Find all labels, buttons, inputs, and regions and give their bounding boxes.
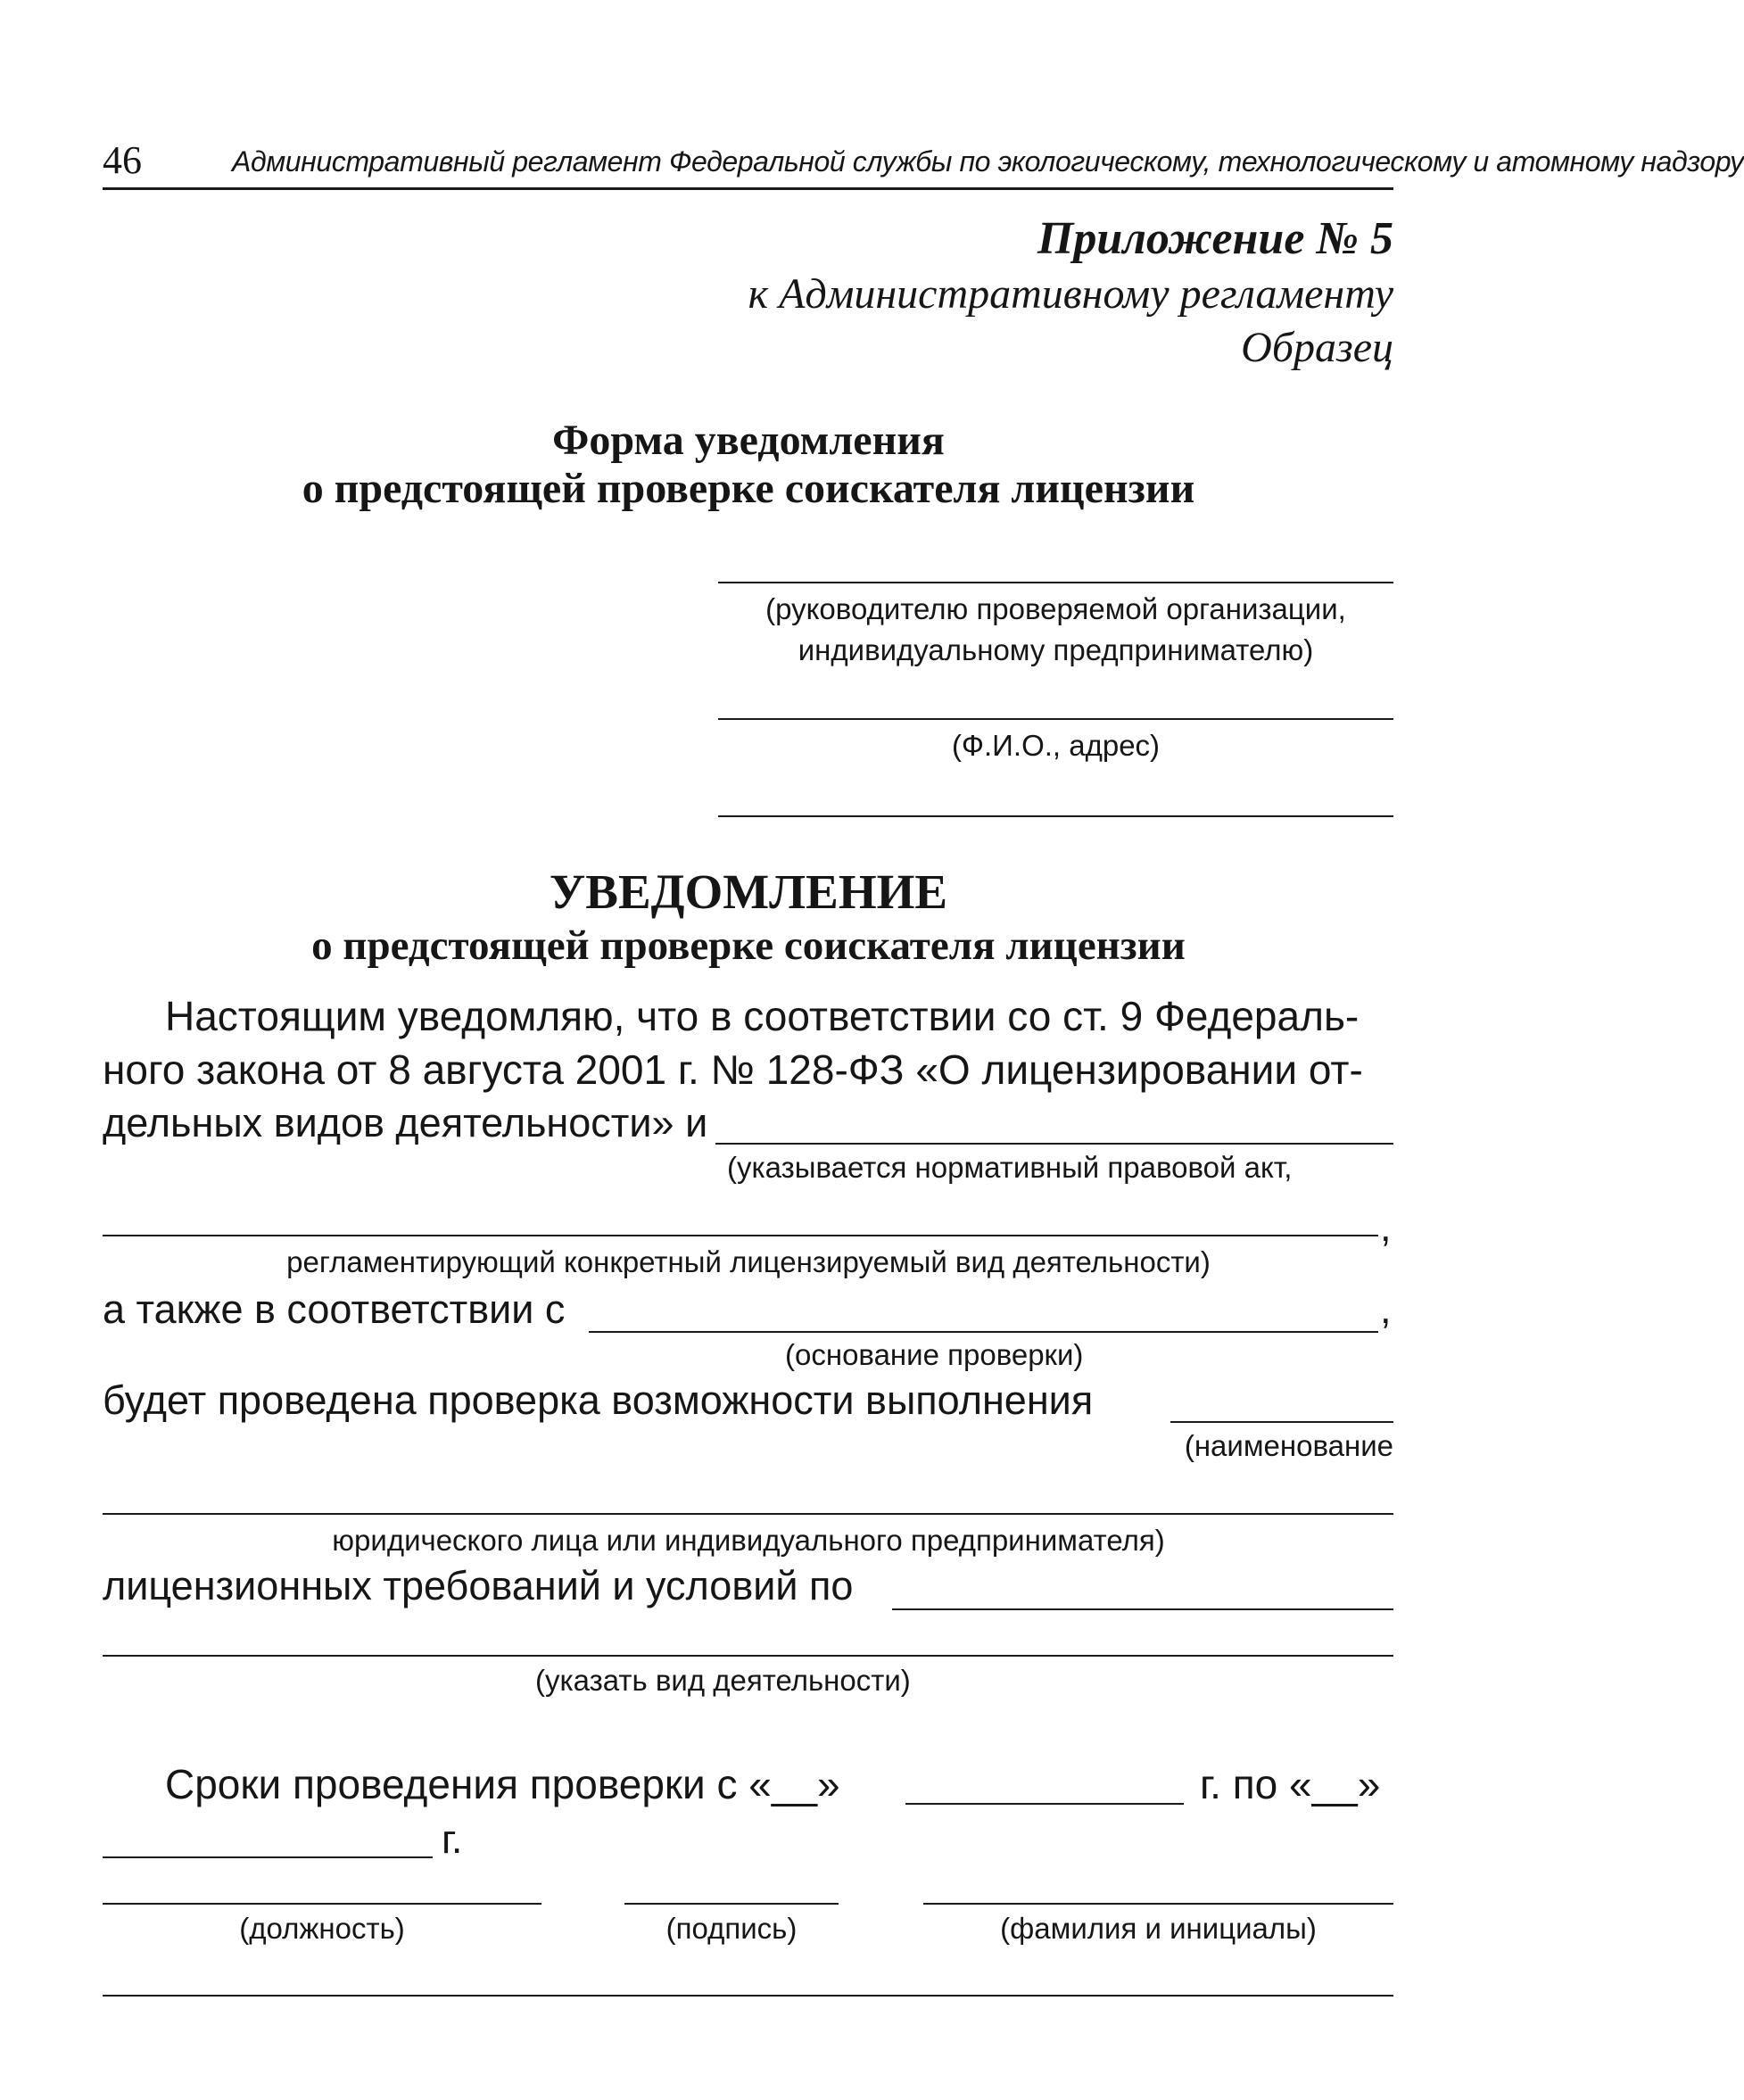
terms-from-text: Сроки проведения проверки с «__» <box>165 1761 840 1807</box>
also-according-text: а также в соответствии с <box>103 1286 566 1332</box>
terms-to-text: г. по «__» <box>1200 1761 1381 1807</box>
comma-2: , <box>1380 1286 1392 1332</box>
basis-blank-line <box>589 1331 1378 1333</box>
bottom-rule <box>103 1995 1393 1997</box>
position-blank-line <box>103 1903 541 1905</box>
fullname-hint: (фамилия и инициалы) <box>1000 1912 1317 1945</box>
legal-act-hint: (указывается нормативный правовой акт, <box>727 1151 1293 1184</box>
form-title: Форма уведомления <box>552 417 945 464</box>
body-line-3: дельных видов деятельности» и <box>103 1100 708 1145</box>
addressee-hint-2: индивидуальному предпринимателю) <box>798 633 1314 666</box>
header-rule <box>103 187 1393 190</box>
body-line-2: ного закона от 8 августа 2001 г. № 128-ФЗ «О лицензировании от- <box>103 1046 1363 1093</box>
fio-hint: (Ф.И.О., адрес) <box>951 729 1161 762</box>
inspection-text: будет проведена проверка возможности выполнения <box>103 1377 1094 1423</box>
fullname-blank-line <box>923 1903 1393 1905</box>
entity-name-hint: (наименование <box>1184 1429 1393 1462</box>
page-number: 46 <box>103 138 142 182</box>
signature-blank-line <box>624 1903 839 1905</box>
position-hint: (должность) <box>239 1912 405 1945</box>
signature-hint: (подпись) <box>665 1912 798 1945</box>
basis-hint: (основание проверки) <box>785 1338 1084 1371</box>
activity-blank-line-2 <box>103 1655 1393 1657</box>
requirements-text: лицензионных требований и условий по <box>103 1563 854 1608</box>
addressee-hint-1: (руководителю проверяемой организации, <box>765 592 1346 625</box>
entity-name-blank-line <box>1170 1421 1393 1423</box>
legal-act-blank-line-2 <box>103 1235 1378 1236</box>
entity-hint: юридического лица или индивидуального предпринимателя) <box>332 1524 1165 1557</box>
entity-blank-line <box>103 1513 1393 1515</box>
comma-1: , <box>1380 1204 1392 1250</box>
form-subtitle: о предстоящей проверке соискателя лицензии <box>302 465 1195 512</box>
legal-act-hint-2: регламентирующий конкретный лицензируемый вид деятельности) <box>286 1245 1211 1278</box>
notice-title: УВЕДОМЛЕНИЕ <box>549 864 948 919</box>
address-blank-line <box>718 815 1393 817</box>
appendix-number: Приложение № 5 <box>1037 213 1393 264</box>
terms-year-blank-line <box>103 1856 433 1858</box>
activity-blank-line <box>892 1608 1393 1610</box>
body-line-1: Настоящим уведомляю, что в соответствии со ст. 9 Федераль- <box>165 993 1360 1039</box>
appendix-reference: к Административному регламенту <box>748 270 1393 318</box>
terms-year-text: г. <box>442 1816 463 1862</box>
legal-act-blank-line <box>715 1143 1393 1145</box>
appendix-sample: Образец <box>1241 324 1393 371</box>
running-title: Административный регламент Федеральной службы по экологическому, технологическому и атомному надзору <box>232 145 1744 178</box>
activity-hint: (указать вид деятельности) <box>535 1664 911 1697</box>
addressee-blank-line <box>718 582 1393 583</box>
fio-blank-line <box>718 718 1393 720</box>
notice-subtitle: о предстоящей проверке соискателя лицензии <box>311 922 1186 969</box>
terms-date-blank-line <box>905 1803 1184 1805</box>
